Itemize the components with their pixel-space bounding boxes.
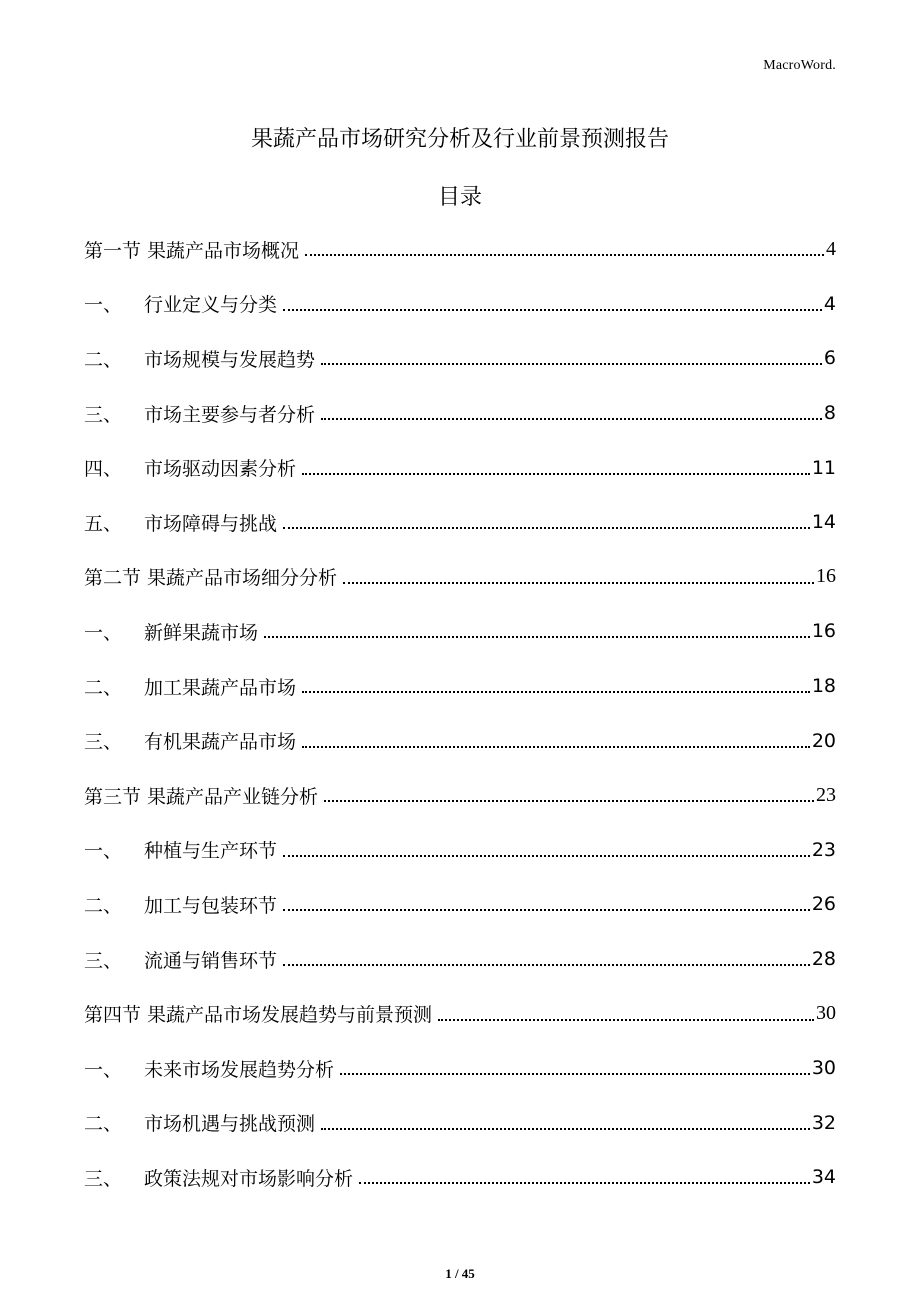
toc-entry-label: 未来市场发展趋势分析: [144, 1058, 335, 1081]
toc-dot-leader: [321, 418, 822, 420]
toc-dot-leader: [324, 800, 814, 802]
toc-entry-label: 加工与包装环节: [144, 894, 278, 917]
toc-dot-leader: [283, 855, 810, 857]
toc-entry-page-number: 4: [823, 292, 836, 315]
toc-dot-leader: [340, 1073, 810, 1075]
toc-dot-leader: [359, 1182, 810, 1184]
toc-entry-number: 三、: [84, 403, 123, 426]
toc-subsection-entry[interactable]: [84, 823, 836, 878]
toc-subsection-entry[interactable]: [84, 1096, 836, 1151]
toc-entry-label: 市场规模与发展趋势: [144, 348, 316, 371]
toc-entry-label: 政策法规对市场影响分析: [144, 1167, 354, 1190]
toc-entry-label: 有机果蔬产品市场: [144, 731, 297, 754]
toc-entry-label: 市场主要参与者分析: [144, 403, 316, 426]
toc-subsection-entry[interactable]: [84, 713, 836, 768]
toc-dot-leader: [438, 1019, 814, 1021]
page-indicator: 1 / 45: [445, 1266, 475, 1281]
toc-entry-page-number: 6: [823, 347, 836, 370]
document-title: 果蔬产品市场研究分析及行业前景预测报告: [250, 127, 669, 152]
toc-entry-label: 市场机遇与挑战预测: [144, 1113, 316, 1136]
toc-entry-label: 市场障碍与挑战: [144, 512, 278, 535]
toc-subsection-entry[interactable]: [84, 659, 836, 714]
toc-entry-page-number: 26: [811, 893, 836, 916]
toc-entry-page-number: 16: [816, 565, 836, 588]
toc-entry-number: 一、: [84, 621, 123, 644]
toc-dot-leader: [321, 1128, 810, 1130]
toc-subsection-entry[interactable]: [84, 604, 836, 659]
toc-entry-page-number: 32: [811, 1111, 836, 1134]
toc-entry-page-number: 23: [816, 783, 836, 806]
toc-entry-label: 第二节 果蔬产品市场细分分析: [84, 567, 338, 590]
toc-entry-number: 二、: [84, 676, 123, 699]
toc-section-entry[interactable]: [84, 222, 836, 277]
toc-entry-page-number: 28: [811, 948, 836, 971]
toc-dot-leader: [283, 909, 810, 911]
toc-entry-page-number: 23: [811, 838, 836, 861]
toc-section-entry[interactable]: [84, 768, 836, 823]
toc-entry-number: 五、: [84, 512, 123, 535]
toc-entry-page-number: 30: [811, 1057, 836, 1080]
toc-entry-page-number: 34: [811, 1166, 836, 1189]
toc-section-entry[interactable]: [84, 986, 836, 1041]
toc-entry-page-number: 16: [811, 620, 836, 643]
toc-entry-number: 一、: [84, 1058, 123, 1081]
toc-dot-leader: [321, 363, 822, 365]
toc-entry-label: 第三节 果蔬产品产业链分析: [84, 785, 319, 808]
toc-dot-leader: [302, 746, 810, 748]
toc-subsection-entry[interactable]: [84, 331, 836, 386]
toc-entry-page-number: 4: [826, 237, 836, 260]
toc-dot-leader: [302, 473, 810, 475]
toc-entry-page-number: 30: [816, 1002, 836, 1025]
toc-entry-label: 流通与销售环节: [144, 949, 278, 972]
toc-subsection-entry[interactable]: [84, 1041, 836, 1096]
table-of-contents: [84, 222, 836, 1205]
toc-dot-leader: [343, 582, 814, 584]
toc-entry-label: 种植与生产环节: [144, 840, 278, 863]
toc-subsection-entry[interactable]: [84, 386, 836, 441]
toc-entry-number: 二、: [84, 348, 123, 371]
toc-entry-number: 二、: [84, 1113, 123, 1136]
toc-entry-label: 行业定义与分类: [144, 294, 278, 317]
toc-section-entry[interactable]: [84, 550, 836, 605]
toc-entry-label: 市场驱动因素分析: [144, 458, 297, 481]
toc-entry-number: 二、: [84, 894, 123, 917]
toc-entry-label: 第一节 果蔬产品市场概况: [84, 239, 300, 262]
toc-subsection-entry[interactable]: [84, 932, 836, 987]
toc-entry-label: 加工果蔬产品市场: [144, 676, 297, 699]
toc-entry-page-number: 18: [811, 675, 836, 698]
header-brand: MacroWord.: [763, 58, 836, 73]
toc-dot-leader: [302, 691, 810, 693]
toc-subsection-entry[interactable]: [84, 277, 836, 332]
toc-entry-label: 第四节 果蔬产品市场发展趋势与前景预测: [84, 1004, 433, 1027]
toc-dot-leader: [264, 636, 810, 638]
toc-entry-number: 四、: [84, 458, 123, 481]
toc-subsection-entry[interactable]: [84, 1150, 836, 1205]
toc-entry-number: 三、: [84, 949, 123, 972]
toc-subsection-entry[interactable]: [84, 877, 836, 932]
toc-entry-page-number: 20: [811, 729, 836, 752]
toc-entry-label: 新鲜果蔬市场: [144, 621, 259, 644]
toc-dot-leader: [283, 309, 822, 311]
toc-dot-leader: [283, 964, 810, 966]
toc-entry-number: 三、: [84, 1167, 123, 1190]
toc-entry-page-number: 8: [823, 402, 836, 425]
toc-heading: 目录: [437, 185, 482, 210]
toc-dot-leader: [305, 254, 824, 256]
toc-entry-number: 三、: [84, 731, 123, 754]
toc-entry-number: 一、: [84, 840, 123, 863]
toc-entry-page-number: 11: [811, 456, 836, 479]
toc-entry-number: 一、: [84, 294, 123, 317]
toc-subsection-entry[interactable]: [84, 440, 836, 495]
toc-dot-leader: [283, 527, 810, 529]
toc-entry-page-number: 14: [811, 511, 836, 534]
toc-subsection-entry[interactable]: [84, 495, 836, 550]
